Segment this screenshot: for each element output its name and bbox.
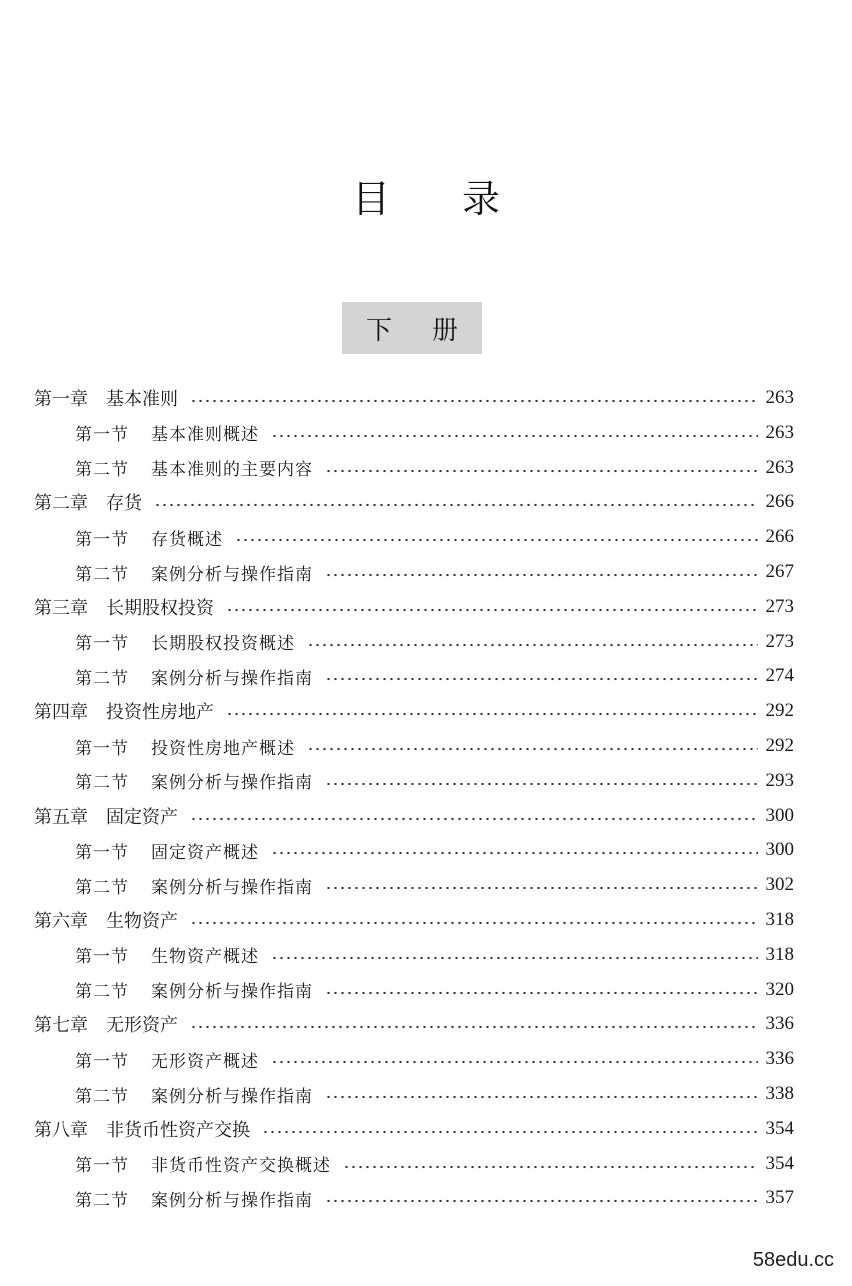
toc-section-entry [75,833,794,867]
toc-entry-page-number: 338 [765,1083,794,1104]
toc-entry-page-number: 318 [765,909,794,930]
toc-entry-number: 第五章 [34,806,88,828]
dot-leader [325,677,758,681]
toc-entry-number: 第二节 [75,564,129,585]
toc-entry-number: 第二节 [75,982,129,1003]
toc-section-entry [75,451,794,485]
toc-entry-title: 无形资产 [106,1015,178,1037]
toc-entry-number: 第一节 [75,738,129,759]
toc-entry-page-number: 266 [765,491,794,513]
dot-leader [190,399,758,403]
dot-leader [307,643,758,647]
toc-entry-page-number: 292 [765,735,794,756]
toc-entry-title: 长期股权投资 [106,597,214,619]
toc-entry-title: 基本准则的主要内容 [151,460,313,481]
toc-entry-title: 案例分析与操作指南 [151,773,313,794]
toc-entry-title: 案例分析与操作指南 [151,877,313,898]
toc-entry-title: 案例分析与操作指南 [151,1190,313,1211]
dot-leader [325,1199,758,1203]
toc-entry-title: 非货币性资产交换 [106,1119,250,1141]
toc-entry-number: 第一节 [75,634,129,655]
toc-entry-page-number: 273 [765,630,794,652]
toc-entry-title: 存货概述 [151,529,223,550]
toc-entry-number: 第二节 [75,668,129,689]
page-title-char-2: 录 [462,177,501,221]
toc-entry-number: 第六章 [34,911,88,932]
toc-entry-number: 第二节 [75,1190,129,1211]
toc-entry-title: 案例分析与操作指南 [151,564,313,585]
dot-leader [190,817,758,821]
toc-entry-number: 第二节 [75,877,129,898]
toc-entry-number: 第三章 [34,597,88,619]
toc-entry-title: 生物资产概述 [151,947,259,968]
dot-leader [325,1095,758,1099]
toc-entry-title: 固定资产概述 [151,842,259,863]
toc-entry-number: 第一节 [75,947,129,968]
dot-leader [190,921,758,925]
toc-entry-page-number: 266 [765,526,794,548]
toc-entry-page-number: 292 [765,700,794,722]
dot-leader [325,991,758,995]
toc-entry-number: 第二节 [75,460,129,481]
toc-entry-page-number: 354 [765,1117,794,1139]
toc-entry-title: 长期股权投资概述 [151,634,295,655]
dot-leader [271,851,758,855]
toc-entry-page-number: 354 [765,1152,794,1174]
toc-section-entry [75,555,794,589]
toc-section-entry [75,1147,794,1181]
toc-chapter-entry [34,381,794,415]
toc-chapter-entry [34,590,794,624]
toc-section-entry [75,729,794,763]
toc-entry-page-number: 318 [765,943,794,965]
volume-banner [342,302,482,354]
toc-entry-number: 第一章 [34,389,88,410]
page-title [0,168,852,223]
toc-section-entry [75,659,794,693]
toc-section-entry [75,520,794,554]
toc-entry-title: 基本准则 [106,389,178,410]
toc-entry-page-number: 336 [765,1013,794,1035]
toc-section-entry [75,973,794,1007]
toc-entry-title: 投资性房地产概述 [151,738,295,759]
toc-entry-title: 非货币性资产交换概述 [151,1156,331,1177]
page-title-char-1: 目 [351,177,390,221]
toc-entry-number: 第一节 [75,842,129,863]
toc-section-entry [75,1042,794,1076]
toc-chapter-entry [34,485,794,519]
toc-entry-page-number: 300 [765,839,794,861]
toc-entry-title: 投资性房地产 [106,702,214,724]
dot-leader [271,1060,758,1064]
toc-chapter-entry [34,799,794,833]
toc-entry-title: 案例分析与操作指南 [151,982,313,1003]
toc-section-entry [75,938,794,972]
dot-leader [325,469,758,473]
toc-entry-page-number: 300 [765,804,794,826]
toc-entry-title: 案例分析与操作指南 [151,668,313,689]
volume-label-char-1: 下 [365,315,392,346]
toc-entry-number: 第七章 [34,1015,88,1037]
dot-leader [325,573,758,577]
dot-leader [271,956,758,960]
toc-entry-page-number: 336 [765,1048,794,1070]
toc-entry-number: 第二章 [34,493,88,515]
toc-section-entry [75,416,794,450]
toc-entry-page-number: 320 [765,978,794,1000]
watermark: 58edu.cc [752,1249,834,1271]
dot-leader [343,1165,758,1169]
dot-leader [235,538,758,542]
toc-section-entry [75,625,794,659]
toc-entry-title: 无形资产概述 [151,1051,259,1072]
toc-entry-title: 生物资产 [106,911,178,932]
toc-chapter-entry [34,1112,794,1146]
toc-entry-number: 第二节 [75,773,129,794]
toc-entry-page-number: 273 [765,595,794,617]
toc-section-entry [75,1077,794,1111]
dot-leader [271,434,758,438]
toc-section-entry [75,764,794,798]
toc-entry-page-number: 263 [765,421,794,443]
toc-entry-number: 第四章 [34,702,88,724]
toc-section-entry [75,868,794,902]
toc-entry-page-number: 274 [765,665,794,687]
toc-chapter-entry [34,694,794,728]
toc-chapter-entry [34,903,794,937]
toc-entry-title: 基本准则概述 [151,425,259,446]
toc-chapter-entry [34,1007,794,1041]
dot-leader [226,608,758,612]
toc-entry-page-number: 302 [765,874,794,896]
toc-entry-number: 第一节 [75,1156,129,1177]
dot-leader [262,1130,758,1134]
toc-entry-page-number: 293 [765,769,794,791]
dot-leader [307,747,758,751]
dot-leader [190,1025,758,1029]
toc-entry-number: 第八章 [34,1119,88,1141]
dot-leader [226,712,758,716]
toc-entry-number: 第一节 [75,425,129,446]
volume-label-char-2: 册 [432,315,459,346]
toc-entry-page-number: 267 [765,561,794,582]
toc-entry-title: 存货 [106,493,142,515]
toc-entry-title: 固定资产 [106,806,178,828]
toc-entry-page-number: 263 [765,456,794,478]
dot-leader [154,503,758,507]
toc-section-entry [75,1181,794,1215]
toc-entry-page-number: 357 [765,1187,794,1209]
toc-entry-number: 第一节 [75,1051,129,1072]
toc-entry-page-number: 263 [765,387,794,408]
toc-entry-number: 第二节 [75,1086,129,1107]
dot-leader [325,782,758,786]
toc-entry-number: 第一节 [75,529,129,550]
dot-leader [325,886,758,890]
toc-entry-title: 案例分析与操作指南 [151,1086,313,1107]
